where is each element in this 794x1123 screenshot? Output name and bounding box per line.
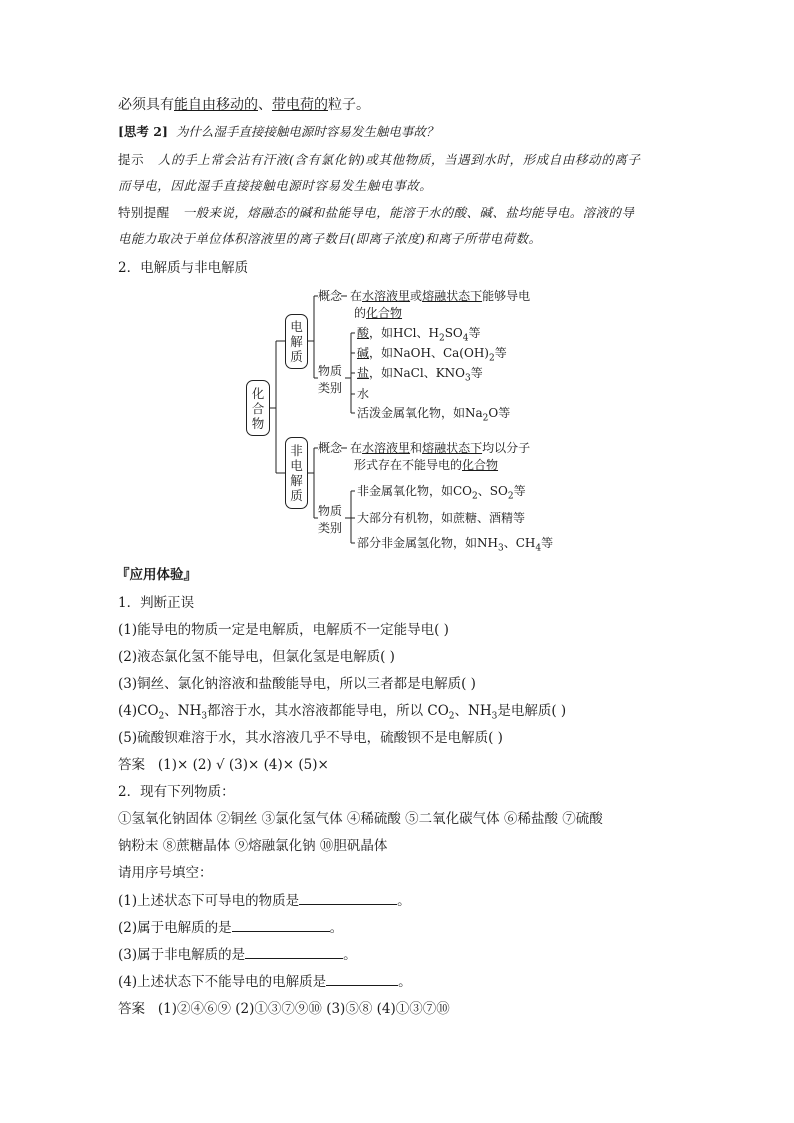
subscript: 2 <box>488 353 495 364</box>
nonelectrolyte-box <box>285 437 308 509</box>
intro-line <box>118 95 370 115</box>
concept-underline: 化合物 <box>462 458 499 472</box>
concept-text: 在 <box>350 441 363 455</box>
think-question-line <box>118 122 438 142</box>
q1-item-5: (5)硫酸钡难溶于水，其水溶液几乎不导电，硫酸钡不是电解质( ) <box>118 730 503 746</box>
root-bracket <box>270 341 285 473</box>
category-label-1: 物质 <box>318 364 343 378</box>
electrolyte-concept-line-1 <box>318 288 530 304</box>
root-char: 合 <box>251 400 265 416</box>
concept-underline: 水溶液里 <box>362 441 411 455</box>
concept-text: 均以分子 <box>482 441 531 455</box>
fill-prompt: (4)上述状态下不能导电的电解质是 <box>118 974 327 990</box>
hint-text-1: 人的手上常会沾有汗液(含有氯化钠)或其他物质，当遇到水时，形成自由移动的离子 <box>157 152 641 167</box>
subscript: 3 <box>491 711 498 722</box>
subscript: 2 <box>482 413 489 424</box>
q2-fill-3 <box>118 944 357 965</box>
nonelectrolyte-bracket <box>308 448 318 518</box>
subscript: 4 <box>535 543 542 554</box>
subscript: 2 <box>158 711 165 722</box>
nonelectrolyte-char: 非 <box>290 443 303 458</box>
item-text: 部分非金属氢化物，如NH <box>357 536 498 550</box>
think-question: 为什么湿手直接接触电源时容易发生触电事故？ <box>175 124 439 139</box>
root-char: 物 <box>251 415 265 431</box>
q2-title: 2．现有下列物质： <box>118 784 235 800</box>
electrolyte-category-bracket <box>345 333 355 413</box>
item-text: 等 <box>494 346 507 360</box>
subscript: 3 <box>497 543 504 554</box>
concept-text: 能够导电 <box>482 289 531 303</box>
concept-text: 或 <box>410 289 423 303</box>
electrolyte-box <box>285 314 308 369</box>
subscript: 2 <box>448 711 455 722</box>
answer-label: 答案 <box>118 757 145 773</box>
intro-tail: 粒子。 <box>328 97 370 113</box>
item-underline: 碱 <box>357 346 370 360</box>
subscript: 2 <box>438 333 445 344</box>
hint-label: 提示 <box>118 152 145 167</box>
subscript: 2 <box>472 491 478 502</box>
subscript: 2 <box>507 491 514 502</box>
nonelectrolyte-char: 电 <box>290 458 303 473</box>
think-tag: [思考 2] <box>118 124 168 139</box>
item-underline: 酸 <box>357 326 370 340</box>
electrolyte-bracket <box>308 296 318 378</box>
concept-text: 和 <box>410 441 423 455</box>
item-text: ，如HCl、H <box>369 326 439 340</box>
item-text: 非金属氧化物，如CO <box>357 484 473 498</box>
category-label-2: 类别 <box>318 521 343 535</box>
answer-text: (1)× (2) √ (3)× (4)× (5)× <box>157 757 329 773</box>
nonelectrolyte-char: 解 <box>290 473 303 488</box>
root-box <box>246 380 270 436</box>
q2-answer <box>118 999 450 1019</box>
item-text: 等 <box>541 536 554 550</box>
nonelectrolyte-item-2: 大部分有机物，如蔗糖、酒精等 <box>357 511 526 525</box>
fill-blank-4[interactable] <box>326 971 398 986</box>
intro-underline-1: 能自由移动的 <box>174 97 258 113</box>
fill-tail: 。 <box>343 947 357 963</box>
concept-underline: 化合物 <box>366 306 403 320</box>
item-text: 等 <box>470 366 483 380</box>
electrolyte-concept-line-2 <box>354 305 402 321</box>
q1-item-2: (2)液态氯化氢不能导电，但氯化氢是电解质( ) <box>118 649 395 665</box>
item-text: ，如NaOH、Ca(OH) <box>369 346 489 360</box>
fill-blank-1[interactable] <box>299 890 397 905</box>
item-text: 活泼金属氧化物，如Na <box>357 406 483 420</box>
answer-label: 答案 <box>118 1001 145 1017</box>
nonelectrolyte-concept-line-2 <box>354 457 498 473</box>
fill-prompt: (1)上述状态下可导电的物质是 <box>118 893 300 909</box>
q1-answer <box>118 755 329 775</box>
electrolyte-category-label <box>318 363 342 397</box>
intro-underline-2: 带电荷的 <box>272 97 328 113</box>
category-label-2: 类别 <box>318 381 343 395</box>
concept-underline: 水溶液里 <box>362 289 411 303</box>
q1-title: 1．判断正误 <box>118 595 195 611</box>
q2-fill-2 <box>118 917 343 938</box>
subscript: 3 <box>465 373 471 384</box>
category-label-1: 物质 <box>318 504 343 518</box>
concept-label: 概念 <box>318 441 343 455</box>
concept-underline: 熔融状态下 <box>422 289 483 303</box>
q1-item-3: (3)铜丝、氯化钠溶液和盐酸能导电，所以三者都是电解质( ) <box>118 676 476 692</box>
item-text: 、SO <box>477 484 508 498</box>
electrolyte-item-acid <box>357 325 481 344</box>
item-text: 等 <box>513 484 526 498</box>
apply-title: 『应用体验』 <box>116 567 197 583</box>
intro-text: 必须具有 <box>118 97 174 113</box>
electrolyte-char: 电 <box>290 319 303 334</box>
q2-list-line-1: ①氢氧化钠固体 ②铜丝 ③氯化氢气体 ④稀硫酸 ⑤二氧化碳气体 ⑥稀盐酸 ⑦硫酸 <box>118 811 603 827</box>
item-text: 、NH <box>164 703 202 719</box>
q1-item-1: (1)能导电的物质一定是电解质，电解质不一定能导电( ) <box>118 622 449 638</box>
intro-sep: 、 <box>258 97 272 113</box>
nonelectrolyte-category-label <box>318 503 342 537</box>
root-char: 化 <box>251 385 265 401</box>
electrolyte-item-base <box>357 345 507 364</box>
item-text: (4)CO <box>118 703 159 719</box>
special-text-1: 一般来说，熔融态的碱和盐能导电，能溶于水的酸、碱、盐均能导电。溶液的导 <box>182 205 635 220</box>
nonelectrolyte-char: 质 <box>290 488 303 503</box>
concept-text: 形式存在不能导电的 <box>354 458 463 472</box>
item-text: 等 <box>468 326 481 340</box>
answer-text: (1)②④⑥⑨ (2)①③⑦⑨⑩ (3)⑤⑧ (4)①③⑦⑩ <box>157 1001 450 1017</box>
item-text: 是电解质( ) <box>497 703 567 719</box>
item-text: 、CH <box>503 536 536 550</box>
concept-text: 在 <box>350 289 363 303</box>
fill-prompt: (2)属于电解质的是 <box>118 920 232 936</box>
q2-fill-1 <box>118 890 411 911</box>
electrolyte-item-water: 水 <box>357 387 370 401</box>
classification-diagram <box>240 283 570 553</box>
fill-blank-2[interactable] <box>232 917 330 932</box>
electrolyte-item-oxide <box>357 405 511 424</box>
concept-text: 的 <box>354 306 367 320</box>
fill-tail: 。 <box>398 974 412 990</box>
item-text: 、NH <box>454 703 492 719</box>
special-line-1 <box>118 203 634 223</box>
special-text-2: 电能力取决于单位体积溶液里的离子数目(即离子浓度)和离子所带电荷数。 <box>118 231 542 246</box>
hint-line-2 <box>118 176 432 196</box>
nonelectrolyte-item-3 <box>357 535 554 554</box>
hint-text-2: 而导电，因此湿手直接接触电源时容易发生触电事故。 <box>118 178 433 193</box>
q2-fill-4 <box>118 971 412 992</box>
subscript: 3 <box>201 711 208 722</box>
fill-prompt: (3)属于非电解质的是 <box>118 947 246 963</box>
electrolyte-char: 质 <box>290 349 303 364</box>
concept-label: 概念 <box>318 289 343 303</box>
q1-item-4 <box>118 701 566 721</box>
fill-blank-3[interactable] <box>245 944 343 959</box>
special-label: 特别提醒 <box>118 205 170 220</box>
nonelectrolyte-concept-line-1 <box>318 440 530 456</box>
special-line-2 <box>118 229 541 249</box>
nonelectrolyte-category-bracket <box>345 491 355 543</box>
item-text: SO <box>444 326 463 340</box>
item-text: ，如NaCl、KNO <box>369 366 465 380</box>
fill-tail: 。 <box>397 893 411 909</box>
item-text: 都溶于水，其水溶液都能导电，所以 CO <box>207 703 449 719</box>
hint-line-1 <box>118 150 641 170</box>
concept-underline: 熔融状态下 <box>422 441 483 455</box>
item-text: O等 <box>488 406 511 420</box>
electrolyte-char: 解 <box>290 334 303 349</box>
q2-instruction: 请用序号填空： <box>118 865 213 881</box>
q2-list-line-2: 钠粉末 ⑧蔗糖晶体 ⑨熔融氯化钠 ⑩胆矾晶体 <box>118 838 388 854</box>
fill-tail: 。 <box>329 920 344 936</box>
electrolyte-item-salt <box>357 365 483 384</box>
nonelectrolyte-item-1 <box>357 483 526 502</box>
section2-title: 2．电解质与非电解质 <box>118 260 249 276</box>
item-underline: 盐 <box>357 366 370 380</box>
subscript: 4 <box>462 333 469 344</box>
